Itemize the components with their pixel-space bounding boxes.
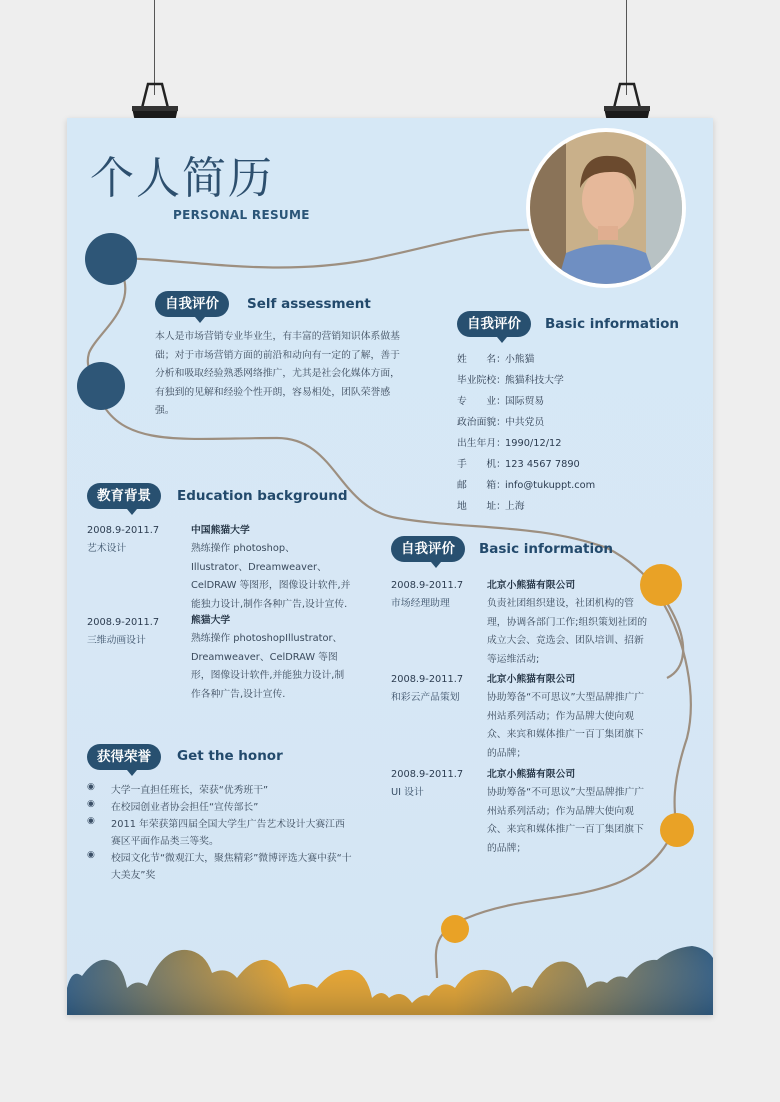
- decorative-hills: [67, 918, 713, 1015]
- self-assessment-badge: 自我评价: [155, 291, 229, 317]
- honor-list: [87, 782, 377, 884]
- work-item: [391, 577, 463, 613]
- avatar: [526, 128, 686, 288]
- work-role: 和彩云产品策划: [391, 692, 460, 703]
- education-date: 2008.9-2011.7: [87, 617, 160, 628]
- work-date: 2008.9-2011.7: [391, 769, 464, 780]
- work-detail: [487, 577, 651, 669]
- self-assessment-title: Self assessment: [247, 296, 371, 312]
- work-date: 2008.9-2011.7: [391, 674, 464, 685]
- education-date: 2008.9-2011.7: [87, 525, 160, 536]
- work-role: 市场经理助理: [391, 598, 450, 609]
- info-row: 毕业院校：熊猫科技大学: [457, 375, 564, 386]
- work-desc: 协助筹备“不可思议”大型品牌推广广州站系列活动；作为品牌大使向观众、来宾和媒体推广一百丁集团旗下的品牌；: [487, 787, 645, 854]
- education-item: [87, 614, 159, 650]
- education-desc: 熟练操作 photoshop、Illustrator、Dreamweaver、CelDRAW 等图形，图像设计软件,并能独力设计,制作各种广告,设计宣传.: [191, 543, 351, 610]
- bullet-icon: ◉: [87, 782, 95, 792]
- info-row: 邮 箱：info@tukuppt.com: [457, 480, 596, 491]
- info-row: 手 机：123 4567 7890: [457, 459, 580, 470]
- education-detail: [191, 612, 351, 704]
- work-item: [391, 766, 463, 802]
- info-row: 出生年月：1990/12/12: [457, 438, 562, 449]
- work-detail: [487, 671, 651, 763]
- resume-poster: [67, 118, 713, 1015]
- honor-item: ◉ 大学一直担任班长，荣获“优秀班干”: [87, 782, 377, 799]
- education-badge: 教育背景: [87, 483, 161, 509]
- education-item: [87, 522, 159, 558]
- page-subtitle: PERSONAL RESUME: [173, 208, 310, 222]
- education-major: 三维动画设计: [87, 635, 146, 646]
- info-row: 专 业：国际贸易: [457, 396, 545, 407]
- basic-info-badge: 自我评价: [457, 311, 531, 337]
- work-badge: 自我评价: [391, 536, 465, 562]
- honor-item: ◉ 校园文化节“微观江大，聚焦精彩”微博评选大赛中获“十大美友”奖: [87, 850, 377, 884]
- basic-info-list: [457, 349, 595, 517]
- work-company: 北京小熊猫有限公司: [487, 580, 576, 591]
- work-desc: 协助筹备“不可思议”大型品牌推广广州站系列活动；作为品牌大使向观众、来宾和媒体推广一百丁集团旗下的品牌；: [487, 692, 645, 759]
- work-company: 北京小熊猫有限公司: [487, 674, 576, 685]
- info-row: 政治面貌：中共党员: [457, 417, 545, 428]
- education-school: 中国熊猫大学: [191, 525, 250, 536]
- work-role: UI 设计: [391, 787, 424, 798]
- work-title: Basic information: [479, 541, 613, 557]
- work-company: 北京小熊猫有限公司: [487, 769, 576, 780]
- info-row: 姓 名：小熊猫: [457, 354, 535, 365]
- work-desc: 负责社团组织建设，社团机构的管理，协调各部门工作;组织策划社团的成立大会、竞选会、团队培训、招新等运维活动;: [487, 598, 648, 665]
- honor-item: ◉ 在校园创业者协会担任“宣传部长”: [87, 799, 377, 816]
- page-title: 个人简历: [90, 153, 274, 204]
- work-detail: [487, 766, 651, 858]
- education-desc: 熟练操作 photoshopIllustrator、Dreamweaver、CelDRAW 等图形，图像设计软件,并能独力设计,制作各种广告,设计宣传.: [191, 633, 345, 700]
- work-date: 2008.9-2011.7: [391, 580, 464, 591]
- education-title: Education background: [177, 488, 348, 504]
- bullet-icon: ◉: [87, 850, 95, 860]
- education-school: 熊猫大学: [191, 615, 231, 626]
- education-major: 艺术设计: [87, 543, 127, 554]
- bullet-icon: ◉: [87, 799, 95, 809]
- honor-title: Get the honor: [177, 748, 283, 764]
- info-row: 地 址：上海: [457, 501, 525, 512]
- bullet-icon: ◉: [87, 816, 95, 826]
- honor-badge: 获得荣誉: [87, 744, 161, 770]
- self-assessment-text: 本人是市场营销专业毕业生，有丰富的营销知识体系做基础；对于市场营销方面的前沿和动向有一定的了解，善于分析和吸取经验熟悉网络推广，尤其是社会化媒体方面，有独到的见解和经验个性开朗，容易相处，团队荣誉感强。: [155, 331, 400, 416]
- honor-item: ◉ 2011 年荣获第四届全国大学生广告艺术设计大赛江西赛区平面作品类三等奖。: [87, 816, 377, 850]
- basic-info-title: Basic information: [545, 316, 679, 332]
- education-detail: [191, 522, 351, 614]
- work-item: [391, 671, 463, 707]
